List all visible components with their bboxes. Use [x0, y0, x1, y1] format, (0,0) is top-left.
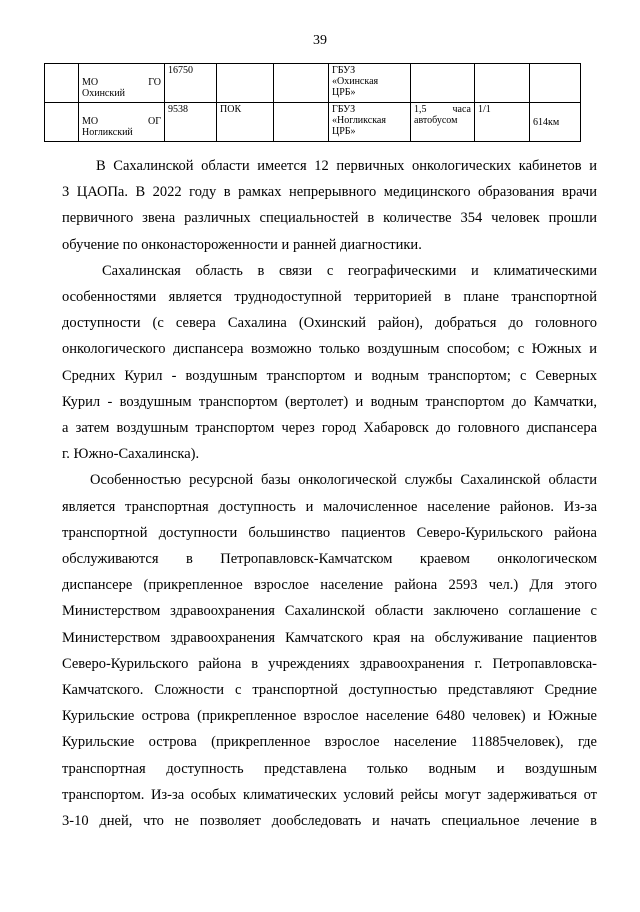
table-cell-blank	[45, 64, 79, 103]
table-cell-time	[411, 103, 475, 142]
table-row	[45, 103, 581, 142]
text-line: обслуживаются в Петропавловск-Камчатском краевом онкологическом	[62, 551, 597, 568]
table-cell-pok	[217, 64, 274, 103]
text-line: диспансере (прикрепленное взрослое население района 2593 чел.) Для этого	[62, 577, 597, 594]
time-value: 1,5	[414, 104, 427, 115]
text-line: особенностями является труднодоступной территорией в плане транспортной	[62, 289, 597, 306]
page-number: 39	[313, 33, 327, 48]
table-row	[45, 64, 581, 103]
type-label: ОГ	[147, 116, 161, 127]
text-line: транспортная доступность представлена только водным и воздушным	[62, 760, 597, 777]
text-line: Северо-Курильского района в учреждениях здравоохранения г. Петропавловска-	[62, 655, 597, 672]
hospital-line: «Охинская	[332, 76, 379, 87]
district-name: Ногликский	[82, 127, 133, 138]
table-cell-district	[79, 64, 165, 103]
facilities-table	[44, 63, 581, 142]
table-cell-population: 9538	[165, 103, 217, 142]
text-line: онкологического диспансера возможно только воздушным способом; с Южных и	[62, 341, 597, 358]
hospital-line: ГБУЗ	[332, 65, 356, 76]
text-line: г. Южно-Сахалинска).	[62, 446, 200, 463]
text-line: 3 ЦАОПа. В 2022 году в рамках непрерывного медицинского образования врачи	[62, 184, 597, 201]
mo-label: МО	[82, 116, 99, 127]
distance-value: 614км	[533, 117, 560, 128]
hospital-line: ГБУЗ	[332, 104, 356, 115]
table-cell-ratio: 1/1	[475, 103, 530, 142]
text-line: Камчатского. Сложности с транспортной доступностью представляют Средние	[62, 682, 597, 699]
text-line: Курил - воздушным транспортом (вертолет) и водным транспортом до Камчатки,	[62, 393, 597, 410]
time-mode: автобусом	[414, 115, 458, 126]
table-cell-empty	[274, 64, 329, 103]
text-line: Министерством здравоохранения Сахалинской области заключено соглашение с	[62, 603, 597, 620]
text-line: транспортом. Из-за особых климатических условий рейсы могут задерживаться от	[62, 786, 597, 803]
text-line: Особенностью ресурсной базы онкологической службы Сахалинской области	[90, 472, 597, 489]
type-label: ГО	[148, 77, 161, 88]
text-line: доступности (с севера Сахалина (Охинский район), добраться до головного	[62, 315, 597, 332]
text-line: транспортной доступности большинство пациентов Северо-Курильского района	[62, 524, 597, 541]
text-line: Курильские острова (прикрепленное взрослое население 11885человек), где	[62, 734, 597, 751]
time-unit: часа	[452, 104, 471, 115]
text-line: а затем воздушным транспортом через город Хабаровск до головного диспансера	[62, 420, 597, 437]
table-cell-hospital	[329, 64, 411, 103]
table-cell-district	[79, 103, 165, 142]
hospital-line: «Ногликская	[332, 115, 386, 126]
hospital-line: ЦРБ»	[332, 87, 356, 98]
text-line: Средних Курил - воздушным транспортом и водным транспортом; с Северных	[62, 367, 597, 384]
table-cell-pok: ПОК	[217, 103, 274, 142]
table-cell-ratio	[475, 64, 530, 103]
table-cell-time	[411, 64, 475, 103]
text-line: В Сахалинской области имеется 12 первичных онкологических кабинетов и	[96, 158, 597, 174]
text-line: Курильские острова (прикрепленное взрослое население 6480 человек) и Южные	[62, 708, 597, 725]
body-text	[62, 153, 597, 834]
text-line: Министерством здравоохранения Камчатского края на обслуживание пациентов	[62, 629, 597, 646]
table-cell-distance	[530, 64, 581, 103]
text-line: 3-10 дней, что не позволяет дообследовать и начать специальное лечение в	[62, 813, 597, 830]
text-line: Сахалинская область в связи с географическими и климатическими	[102, 262, 597, 279]
table-cell-empty	[274, 103, 329, 142]
table-cell-hospital	[329, 103, 411, 142]
text-line: является транспортная доступность и малочисленное население районов. Из-за	[62, 498, 597, 515]
table-cell-distance	[530, 103, 581, 142]
hospital-line: ЦРБ»	[332, 126, 356, 137]
text-line: первичного звена различных специальностей в количестве 354 человек прошли	[62, 210, 597, 227]
table-cell-blank	[45, 103, 79, 142]
text-line: обучение по онконастороженности и ранней диагностики.	[62, 236, 422, 253]
district-name: Охинский	[82, 88, 125, 99]
table-cell-population: 16750	[165, 64, 217, 103]
mo-label: МО	[82, 77, 99, 88]
